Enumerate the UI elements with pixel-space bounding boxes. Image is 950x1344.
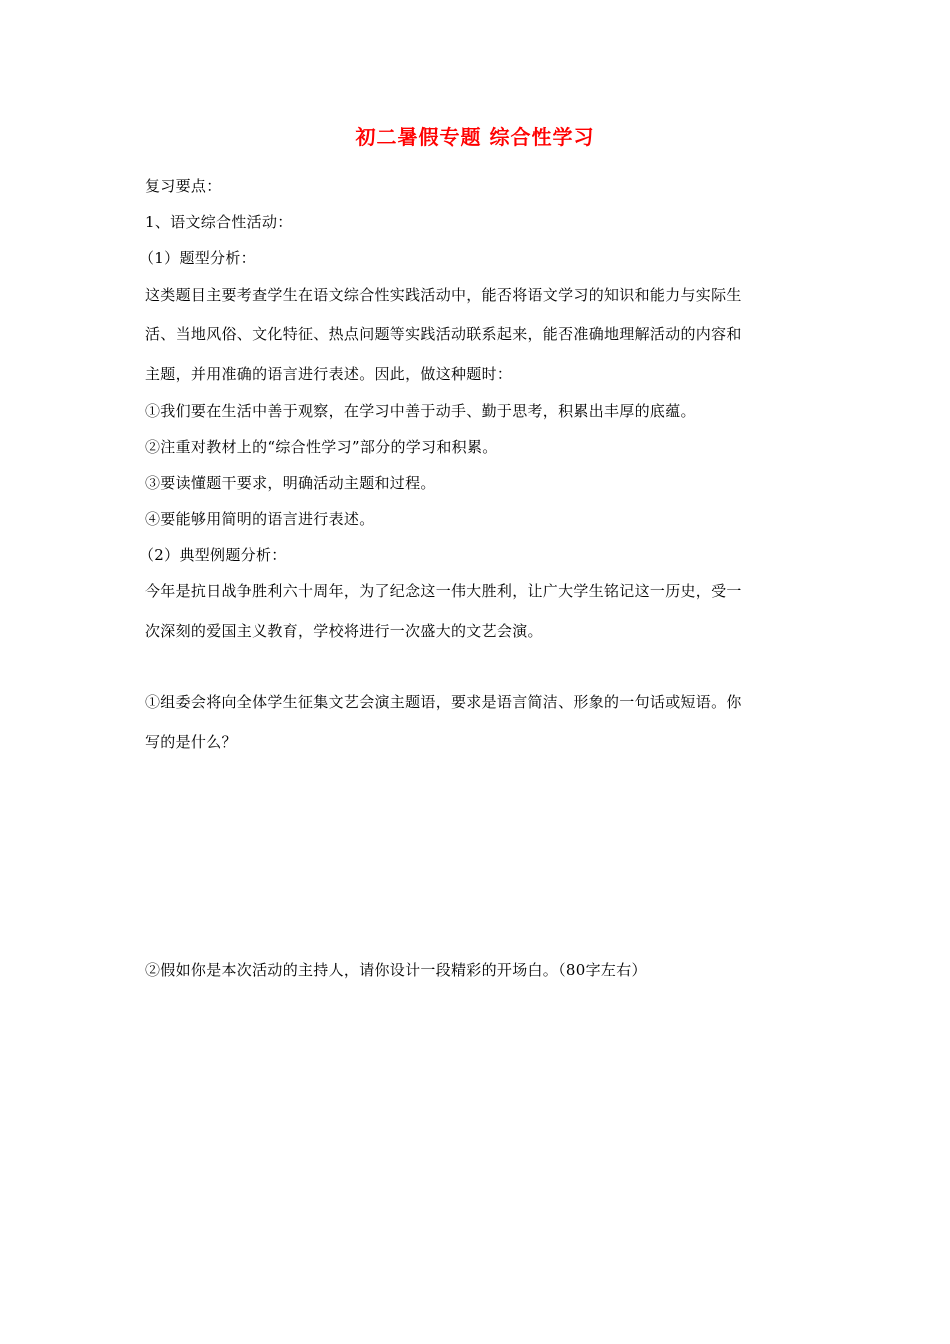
question-line: ①组委会将向全体学生征集文艺会演主题语，要求是语言简洁、形象的一句话或短语。你 — [145, 693, 742, 711]
list-item: ②注重对教材上的“综合性学习”部分的学习和积累。 — [145, 438, 498, 456]
review-points-heading: 复习要点： — [145, 177, 222, 195]
list-item: ①我们要在生活中善于观察，在学习中善于动手、勤于思考，积累出丰厚的底蕴。 — [145, 402, 696, 420]
section-1-heading: 1、语文综合性活动： — [145, 213, 293, 231]
list-item: ④要能够用简明的语言进行表述。 — [145, 510, 375, 528]
question-line: 写的是什么？ — [145, 733, 237, 751]
paragraph-line: 活、当地风俗、文化特征、热点问题等实践活动联系起来，能否准确地理解活动的内容和 — [145, 325, 742, 343]
paragraph-line: 这类题目主要考查学生在语文综合性实践活动中，能否将语文学习的知识和能力与实际生 — [145, 286, 742, 304]
list-item: ③要读懂题干要求，明确活动主题和过程。 — [145, 474, 436, 492]
document-title: 初二暑假专题 综合性学习 — [355, 125, 595, 149]
paragraph-line: 次深刻的爱国主义教育，学校将进行一次盛大的文艺会演。 — [145, 622, 543, 640]
subsection-2-heading: （2）典型例题分析： — [139, 546, 287, 564]
question-line: ②假如你是本次活动的主持人，请你设计一段精彩的开场白。（80字左右） — [145, 961, 647, 979]
subsection-1-heading: （1）题型分析： — [139, 249, 256, 267]
paragraph-line: 主题，并用准确的语言进行表述。因此，做这种题时： — [145, 365, 513, 383]
paragraph-line: 今年是抗日战争胜利六十周年，为了纪念这一伟大胜利，让广大学生铭记这一历史，受一 — [145, 582, 742, 600]
